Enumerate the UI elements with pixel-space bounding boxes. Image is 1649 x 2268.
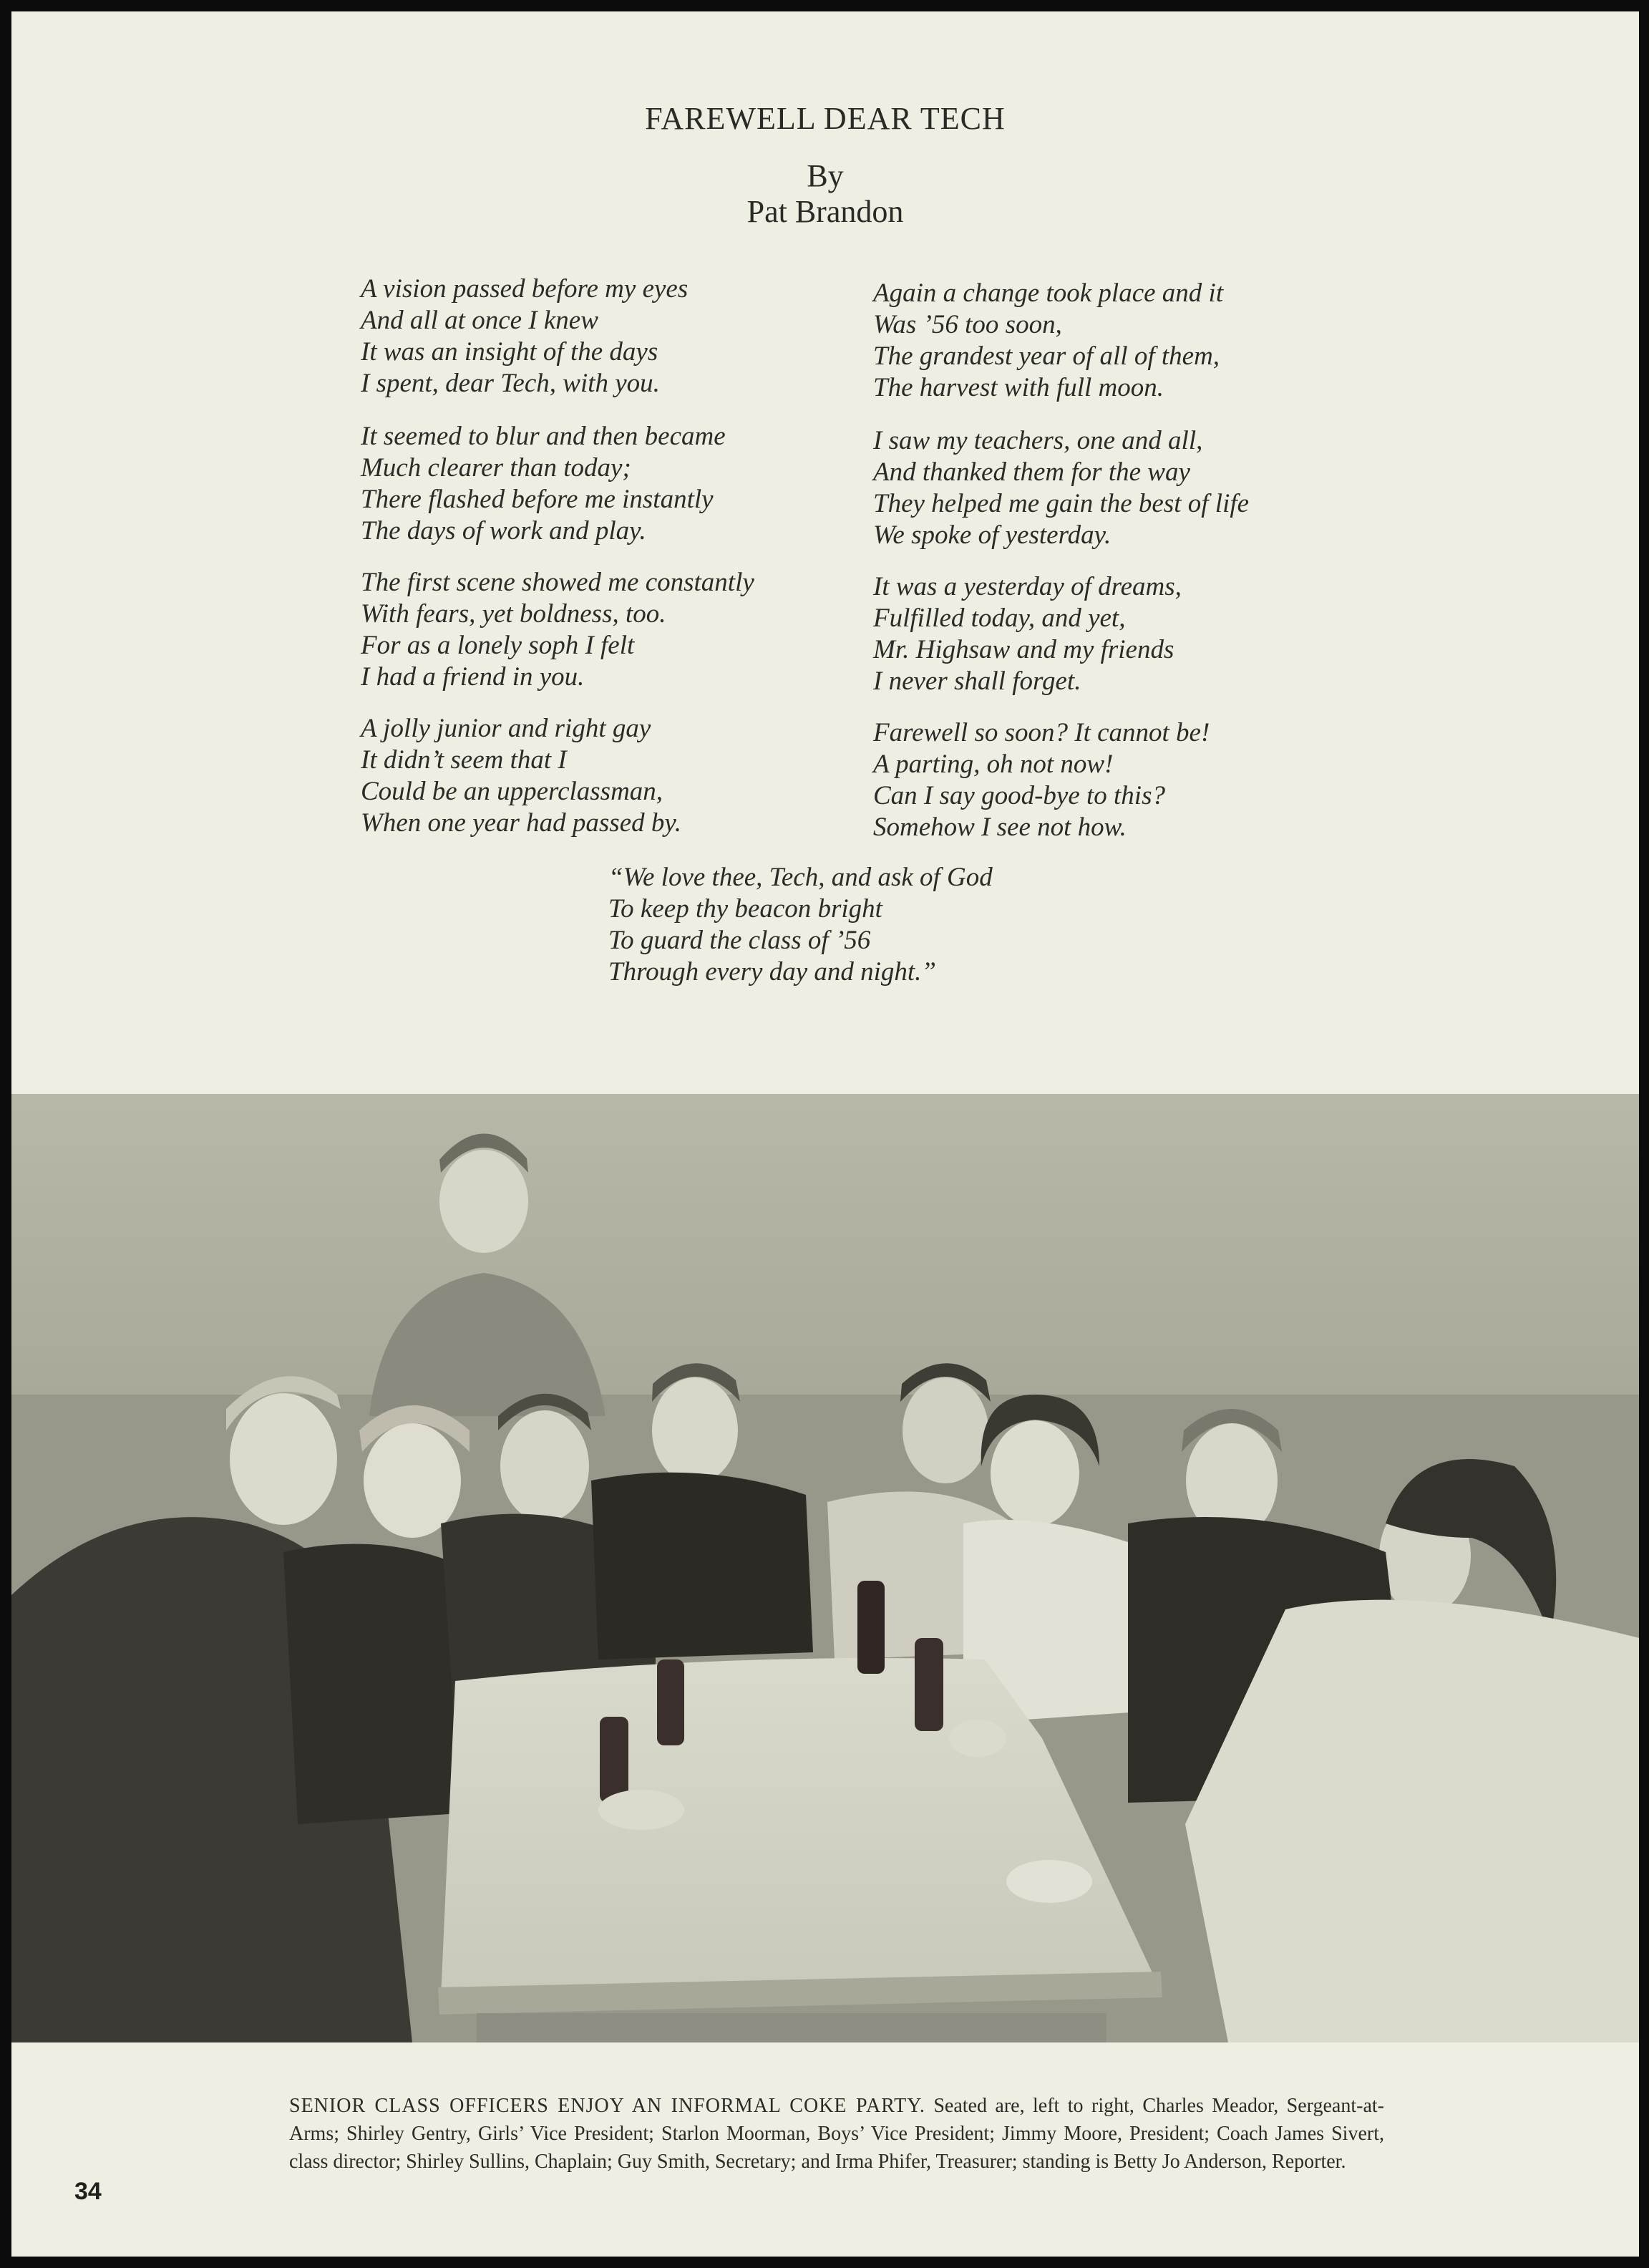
stanza-left-3 [361,567,754,693]
poem-line: To keep thy beacon bright [608,894,882,924]
poem-line: Could be an upperclassman, [361,777,663,806]
photo-caption [289,2092,1384,2176]
poem-line: Again a change took place and it [873,278,1224,308]
poem-line: For as a lonely soph I felt [361,631,635,660]
poem-line: The grandest year of all of them, [873,341,1220,371]
poem-line: And thanked them for the way [873,457,1190,487]
poem-line: I saw my teachers, one and all, [873,426,1203,455]
poem-line: I had a friend in you. [361,662,585,692]
poem-line: I never shall forget. [873,667,1081,696]
poem-line: Can I say good-bye to this? [873,781,1165,810]
stanza-left-4 [361,713,681,839]
poem-title: FAREWELL DEAR TECH [645,101,1006,136]
stanza-right-3 [873,571,1182,697]
poem-line: And all at once I knew [361,306,598,335]
poem-line: Mr. Highsaw and my friends [873,635,1174,664]
poem-line: A vision passed before my eyes [361,274,689,304]
poem-line: Through every day and night.” [608,957,937,987]
poem-line: We spoke of yesterday. [873,520,1112,550]
poem-line: To guard the class of ’56 [608,926,871,955]
poem-line: Somehow I see not how. [873,813,1127,842]
poem-line: With fears, yet boldness, too. [361,599,666,629]
group-photograph [11,1094,1639,2042]
poem-line: The days of work and play. [361,516,646,546]
stanza-right-2 [873,425,1249,551]
poem-line: It seemed to blur and then became [361,422,726,451]
page-number: 34 [74,2178,102,2205]
poem-line: Was ’56 too soon, [873,310,1062,339]
poem-line: I spent, dear Tech, with you. [361,369,660,398]
caption-body: Seated are, left to right, Charles Meador, Sergeant-at-Arms; Shirley Gentry, Girls’ Vice President; Starlon Moorman, Boys’ Vice President; Jimmy Moore, President; Coach James Sivert, class director; Shirley Sullins, Chaplain; Guy Smith, Secretary; and Irma Phifer, Treasurer; standing is Betty Jo Anderson, Reporter. [289,2095,1384,2173]
stanza-left-1 [361,273,688,399]
poem-line: Farewell so soon? It cannot be! [873,718,1210,747]
poem-line: They helped me gain the best of life [873,489,1250,518]
poem-line: A parting, oh not now! [873,750,1114,779]
poem-line: Fulfilled today, and yet, [873,604,1126,633]
poem-line: “We love thee, Tech, and ask of God [608,863,993,892]
stanza-right-4 [873,717,1210,843]
poem-line: It was a yesterday of dreams, [873,572,1182,601]
photo-illustration [11,1094,1639,2042]
poem-line: Much clearer than today; [361,453,631,483]
poem-line: It didn’t seem that I [361,745,567,775]
yearbook-page [11,11,1639,2257]
poem-line: When one year had passed by. [361,808,682,838]
poem-line: It was an insight of the days [361,337,658,367]
closing-stanza [608,862,993,988]
caption-lead: SENIOR CLASS OFFICERS ENJOY AN INFORMAL COKE PARTY. [289,2095,925,2117]
poem-line: The harvest with full moon. [873,373,1164,402]
poem-line: A jolly junior and right gay [361,714,651,743]
stanza-right-1 [873,278,1223,404]
poem-byline: By [807,158,844,193]
stanza-left-2 [361,421,726,547]
poem-line: The first scene showed me constantly [361,568,754,597]
poem-line: There flashed before me instantly [361,485,714,514]
poem-author: Pat Brandon [746,194,904,229]
